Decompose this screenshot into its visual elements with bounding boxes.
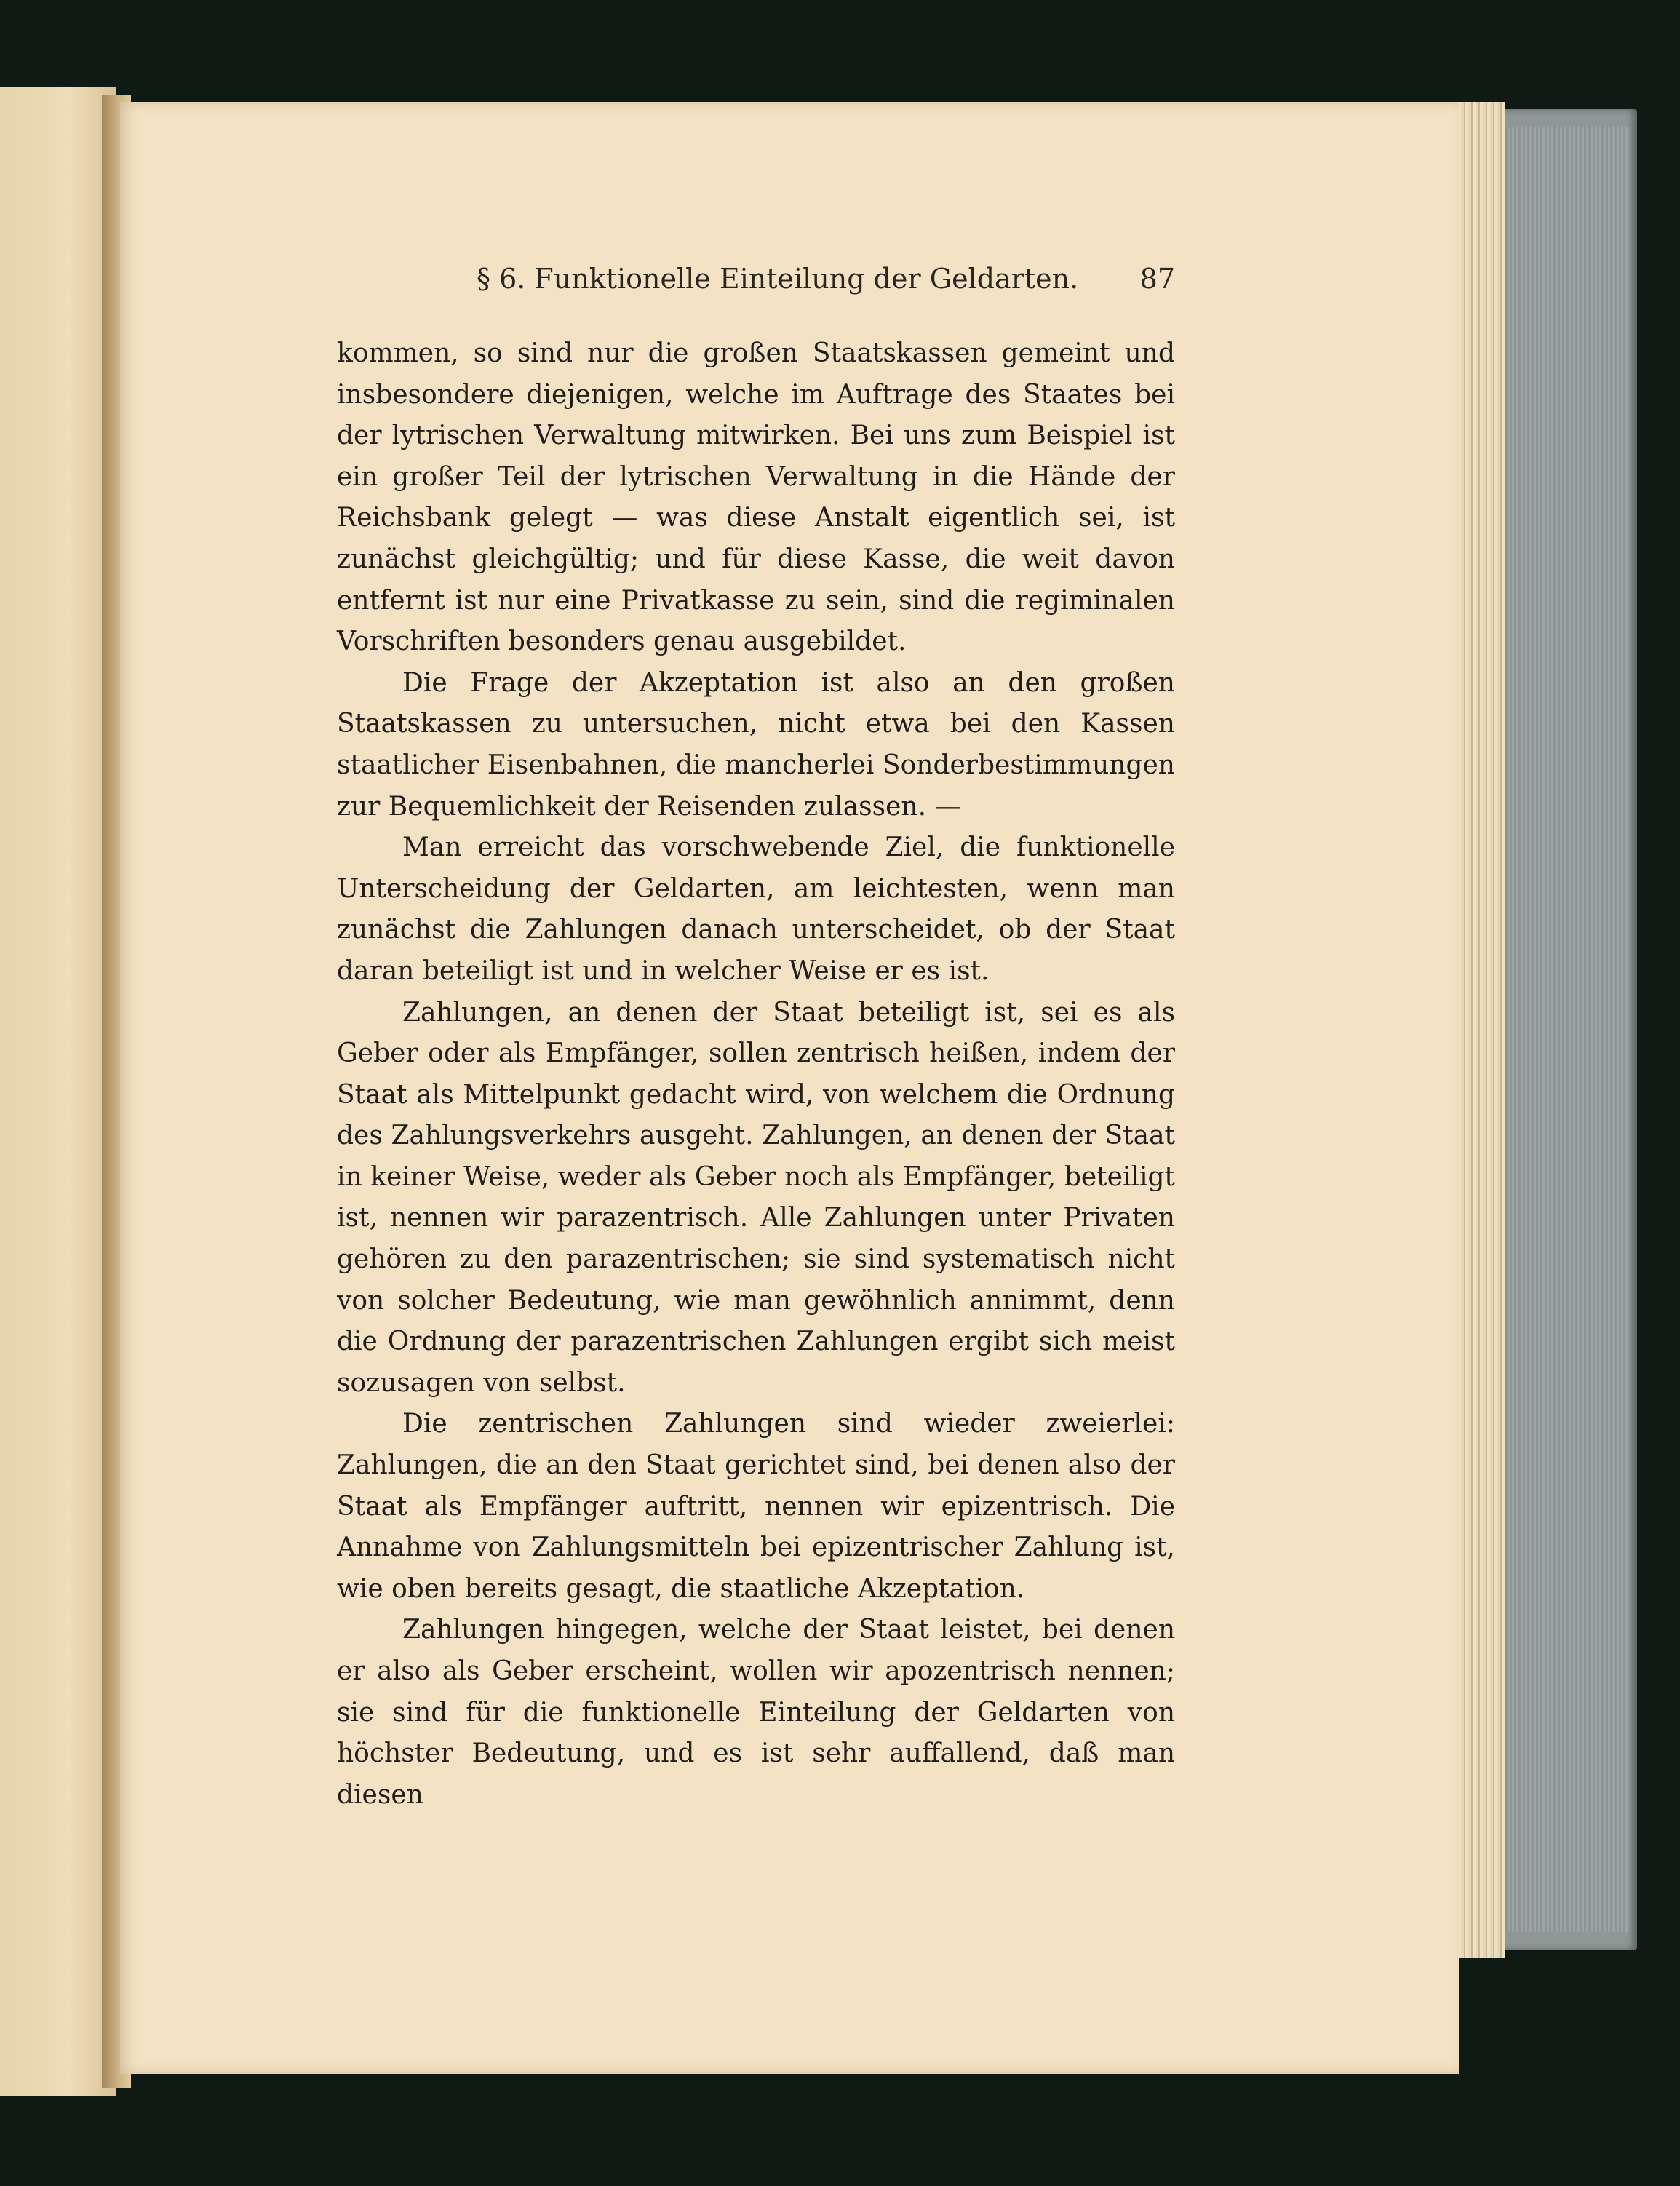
paragraph-1: kommen, so sind nur die großen Staatskassen gemeint und insbesondere diejenigen, welche im Auftrage des Staates bei der lytrischen Verwaltung mitwirken. Bei uns zum Beispiel ist ein großer Teil der lytrischen Verwaltung in die Hände der Reichsbank gelegt — was diese Anstalt eigentlich sei, ist zunächst gleichgültig; und für diese Kasse, die weit davon entfernt ist nur eine Privatkasse zu sein, sind die regiminalen Vorschriften besonders genau ausgebildet. — [337, 338, 1175, 657]
paragraph-6: Zahlungen hingegen, welche der Staat leistet, bei denen er also als Geber erscheint, wollen wir apozentrisch nennen; sie sind für die funktionelle Einteilung der Geldarten von höchster Bedeutung, und es ist sehr auffallend, daß man diesen — [337, 1615, 1175, 1810]
left-page — [0, 87, 116, 2096]
page-block-edge — [1454, 102, 1505, 1958]
paragraph-4: Zahlungen, an denen der Staat beteiligt ist, sei es als Geber oder als Empfänger, sollen zentrisch heißen, indem der Staat als Mittelpunkt gedacht wird, von welchem die Ordnung des Zahlungsverkehrs ausgeht. Zahlungen, an denen der Staat in keiner Weise, weder als Geber noch als Empfänger, beteiligt ist, nennen wir parazentrisch. Alle Zahlungen unter Privaten gehören zu den parazentrischen; sie sind systematisch nicht von solcher Bedeutung, wie man gewöhnlich annimmt, denn die Ordnung der parazentrischen Zahlungen ergibt sich meist sozusagen von selbst. — [337, 997, 1175, 1398]
body-text — [337, 333, 1175, 1816]
running-head — [477, 263, 1175, 299]
running-head-title: § 6. Funktionelle Einteilung der Geldarten. — [477, 263, 1079, 295]
page-number: 87 — [1139, 263, 1175, 295]
paragraph-2: Die Frage der Akzeptation ist also an den großen Staatskassen zu untersuchen, nicht etwa bei den Kassen staatlicher Eisenbahnen, die mancherlei Sonderbestimmungen zur Bequemlichkeit der Reisenden zulassen. — — [337, 667, 1175, 822]
paragraph-3: Man erreicht das vorschwebende Ziel, die funktionelle Unterscheidung der Geldarten, am leichtesten, wenn man zunächst die Zahlungen danach unterscheidet, ob der Staat daran beteiligt ist und in welcher Weise er es ist. — [337, 832, 1175, 986]
paragraph-5: Die zentrischen Zahlungen sind wieder zweierlei: Zahlungen, die an den Staat gerichtet sind, bei denen also der Staat als Empfänger auftritt, nennen wir epizentrisch. Die Annahme von Zahlungsmitteln bei epizentrischer Zahlung ist, wie oben bereits gesagt, die staatliche Akzeptation. — [337, 1409, 1175, 1604]
cover-cloth — [1499, 127, 1630, 1932]
